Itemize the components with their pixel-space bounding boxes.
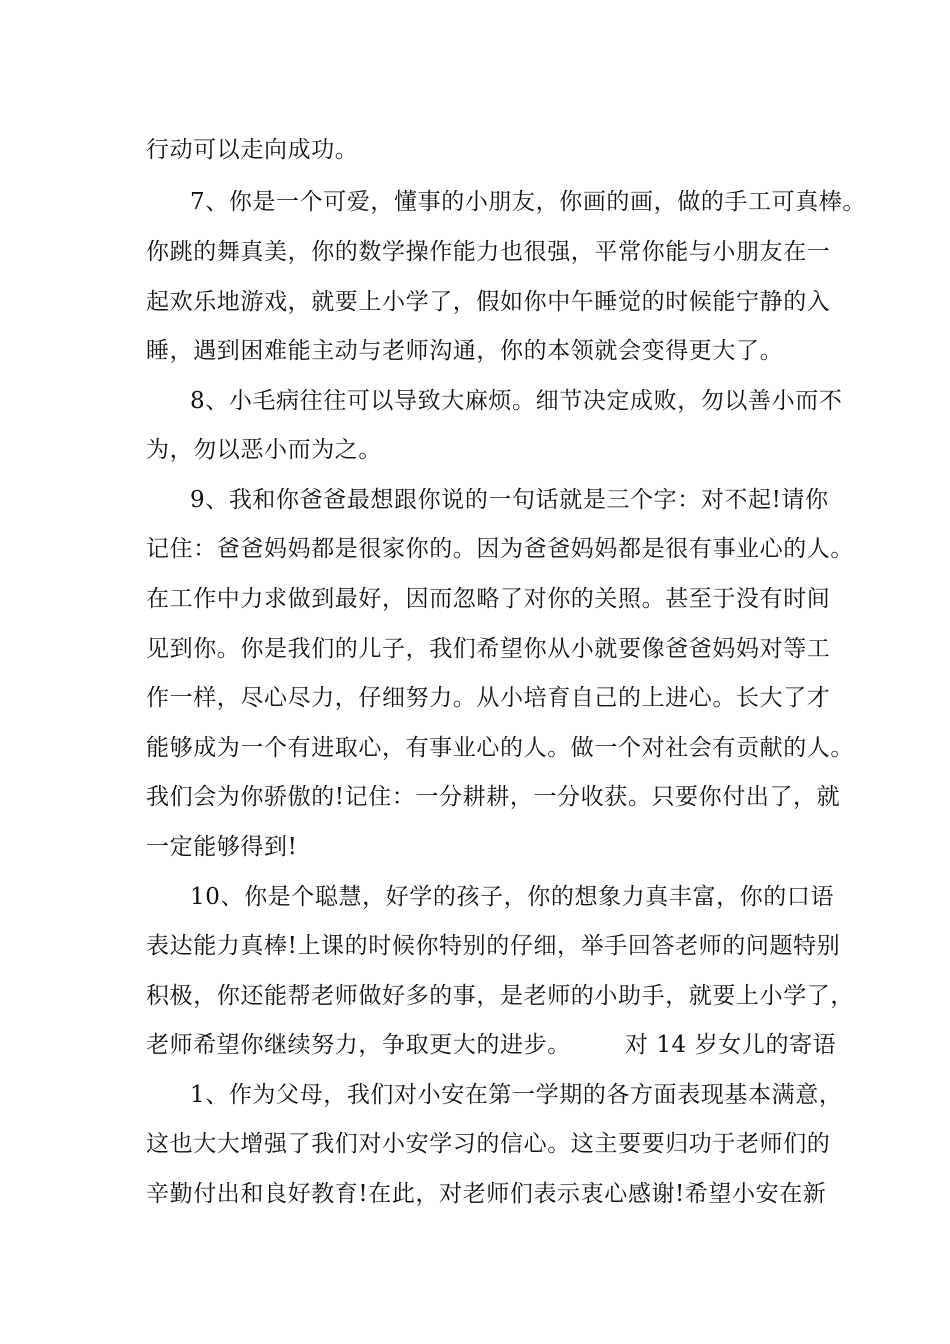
text-line: 为，勿以恶小而为之。 [146, 437, 382, 463]
text-line: 在工作中力求做到最好，因而忽略了对你的关照。甚至于没有时间 [146, 586, 831, 612]
text-line: 记住：爸爸妈妈都是很家你的。因为爸爸妈妈都是很有事业心的人。 [146, 536, 854, 562]
text-line: 你跳的舞真美，你的数学操作能力也很强，平常你能与小朋友在一 [146, 239, 831, 265]
paragraph-7-start: 7、你是一个可爱，懂事的小朋友，你画的画，做的手工可真棒。 [190, 189, 867, 215]
text-line: 起欢乐地游戏，就要上小学了，假如你中午睡觉的时候能宁静的入 [146, 289, 831, 315]
paragraph-8-start: 8、小毛病往往可以导致大麻烦。细节决定成败，勿以善小而不 [190, 388, 843, 414]
text-line-with-heading [146, 1025, 837, 1065]
text-line: 辛勤付出和良好教育!在此，对老师们表示衷心感谢!希望小安在新 [146, 1181, 827, 1207]
paragraph-1-start: 1、作为父母，我们对小安在第一学期的各方面表现基本满意， [190, 1082, 843, 1108]
text-line: 这也大大增强了我们对小安学习的信心。这主要要归功于老师们的 [146, 1131, 831, 1157]
text-line: 行动可以走向成功。 [146, 137, 359, 163]
text-line: 表达能力真棒!上课的时候你特别的仔细，举手回答老师的问题特别 [146, 933, 841, 959]
text-line: 见到你。你是我们的儿子，我们希望你从小就要像爸爸妈妈对等工 [146, 636, 831, 662]
text-line: 能够成为一个有进取心，有事业心的人。做一个对社会有贡献的人。 [146, 735, 854, 761]
text-line: 作一样，尽心尽力，仔细努力。从小培育自己的上进心。长大了才 [146, 685, 831, 711]
text-line: 积极，你还能帮老师做好多的事，是老师的小助手，就要上小学了， [146, 983, 854, 1009]
paragraph-9-start: 9、我和你爸爸最想跟你说的一句话就是三个字：对不起!请你 [190, 487, 829, 513]
section-heading: 对 14 岁女儿的寄语 [624, 1032, 837, 1058]
paragraph-10-start: 10、你是个聪慧，好学的孩子，你的想象力真丰富，你的口语 [190, 884, 835, 910]
text-line: 我们会为你骄傲的!记住：一分耕耕，一分收获。只要你付出了，就 [146, 784, 841, 810]
text-line: 老师希望你继续努力，争取更大的进步。 [146, 1032, 571, 1058]
text-line: 一定能够得到! [146, 834, 298, 860]
text-line: 睡，遇到困难能主动与老师沟通，你的本领就会变得更大了。 [146, 338, 784, 364]
